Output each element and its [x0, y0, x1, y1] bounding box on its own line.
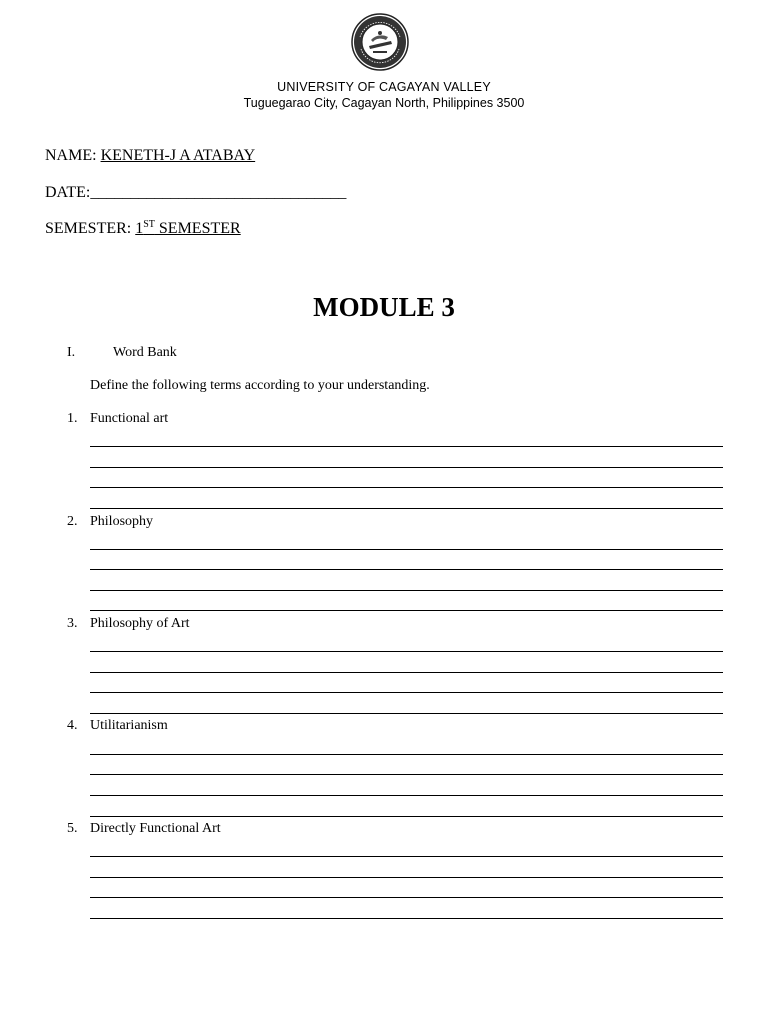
answer-line[interactable]	[90, 672, 723, 673]
item-term: Directly Functional Art	[90, 821, 221, 836]
answer-line[interactable]	[90, 754, 723, 755]
answer-line[interactable]	[90, 877, 723, 878]
semester-suffix: ST	[143, 219, 155, 230]
semester-word: SEMESTER	[154, 220, 241, 237]
semester-field	[45, 220, 241, 238]
answer-line[interactable]	[90, 467, 723, 468]
university-seal-logo	[351, 13, 409, 71]
item-number: 2.	[67, 514, 78, 529]
item-number: 5.	[67, 821, 78, 836]
semester-value	[135, 220, 240, 237]
item-number: 3.	[67, 616, 78, 631]
answer-line[interactable]	[90, 897, 723, 898]
university-name: UNIVERSITY OF CAGAYAN VALLEY	[277, 80, 491, 94]
date-field	[45, 184, 346, 202]
answer-line[interactable]	[90, 610, 723, 611]
item-term: Functional art	[90, 411, 169, 426]
answer-line[interactable]	[90, 549, 723, 550]
item-number: 4.	[67, 718, 78, 733]
answer-line[interactable]	[90, 446, 723, 447]
answer-line[interactable]	[90, 692, 723, 693]
answer-line[interactable]	[90, 487, 723, 488]
date-label: DATE:	[45, 184, 91, 201]
section-label: Word Bank	[113, 345, 177, 360]
name-field	[45, 147, 255, 165]
answer-line[interactable]	[90, 590, 723, 591]
answer-line[interactable]	[90, 816, 723, 817]
semester-label: SEMESTER:	[45, 220, 136, 237]
semester-number: 1	[135, 220, 144, 237]
item-term: Utilitarianism	[90, 718, 168, 733]
answer-line[interactable]	[90, 918, 723, 919]
date-blank: ________________________________	[90, 184, 347, 201]
answer-line[interactable]	[90, 713, 723, 714]
answer-line[interactable]	[90, 774, 723, 775]
answer-line[interactable]	[90, 569, 723, 570]
answer-line[interactable]	[90, 795, 723, 796]
answer-line[interactable]	[90, 508, 723, 509]
answer-line[interactable]	[90, 651, 723, 652]
name-value: KENETH-J A ATABAY	[100, 147, 256, 164]
section-instruction: Define the following terms according to your understanding.	[90, 378, 430, 393]
item-number: 1.	[67, 411, 78, 426]
name-label: NAME:	[45, 147, 101, 164]
answer-line[interactable]	[90, 856, 723, 857]
item-term: Philosophy	[90, 514, 154, 529]
module-title: MODULE 3	[313, 292, 455, 322]
university-address: Tuguegarao City, Cagayan North, Philippines 3500	[243, 96, 525, 110]
section-number: I.	[67, 345, 76, 360]
item-term: Philosophy of Art	[90, 616, 190, 631]
